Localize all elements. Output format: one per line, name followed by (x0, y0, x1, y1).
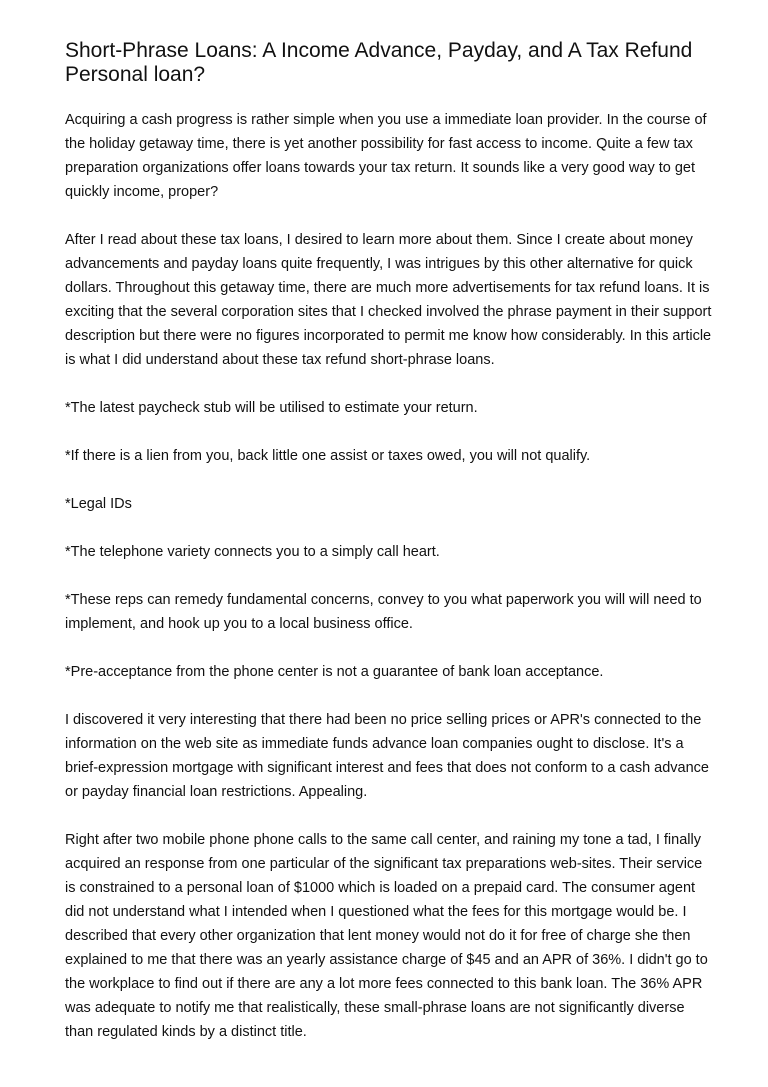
bullet-paycheck-stub: *The latest paycheck stub will be utilised to estimate your return. (65, 400, 478, 416)
paragraph-tax-loans: After I read about these tax loans, I desired to learn more about them. Since I create about money advancements and payday loans quite frequently, I was intrigues by this other alternative for quick dollars. Throughout this getaway time, there are much more advertisements for tax refund loans. It is exciting that the several corporation sites that I checked involved the phrase payment in their support description but there were no figures incorporated to permit me know how considerably. In this article is what I did understand about these tax refund short-phrase loans. (65, 232, 712, 368)
document-page (65, 39, 713, 1044)
paragraph-call-center: Right after two mobile phone phone calls to the same call center, and raining my tone a tad, I finally acquired an response from one particular of the significant tax preparations web-sites. Their service is constrained to a personal loan of $1000 which is loaded on a prepaid card. The consumer agent did not understand what I intended when I questioned what the fees for this mortgage would be. I described that every other organization that lent money would not do it for free of charge she then explained to me that there was an yearly assistance charge of $45 and an APR of 36%. I didn't go to the workplace to find out if there are any a lot more fees connected to this bank loan. The 36% APR was adequate to notify me that realistically, these small-phrase loans are not significantly diverse than regulated kinds by a distinct title. (65, 832, 708, 1040)
paragraph-apr-discovery: I discovered it very interesting that there had been no price selling prices or APR's connected to the information on the web site as immediate funds advance loan companies ought to disclose. It's a brief-expression mortgage with significant interest and fees that does not conform to a cash advance or payday financial loan restrictions. Appealing. (65, 712, 709, 800)
bullet-reps: *These reps can remedy fundamental concerns, convey to you what paperwork you will will need to implement, and hook up you to a local business office. (65, 592, 702, 632)
bullet-pre-acceptance: *Pre-acceptance from the phone center is not a guarantee of bank loan acceptance. (65, 664, 604, 680)
bullet-lien: *If there is a lien from you, back little one assist or taxes owed, you will not qualify. (65, 448, 591, 464)
document-title: Short-Phrase Loans: A Income Advance, Payday, and A Tax Refund Personal loan? (65, 39, 693, 86)
bullet-legal-ids: *Legal IDs (65, 496, 132, 512)
paragraph-intro: Acquiring a cash progress is rather simple when you use a immediate loan provider. In the course of the holiday getaway time, there is yet another possibility for fast access to income. Quite a few tax preparation organizations offer loans towards your tax return. It sounds like a very good way to get quickly income, proper? (65, 112, 707, 200)
bullet-telephone: *The telephone variety connects you to a simply call heart. (65, 544, 440, 560)
